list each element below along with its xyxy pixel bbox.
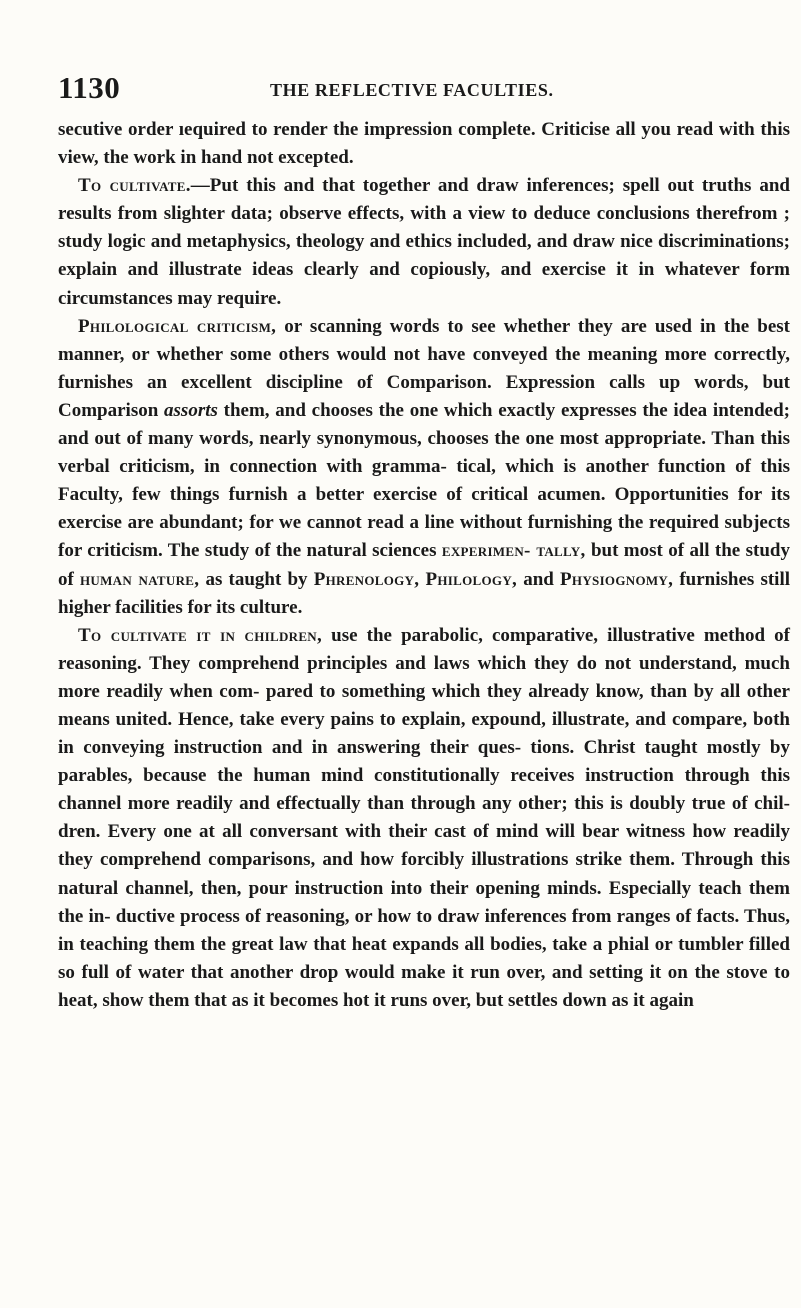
paragraph-text: them, and chooses the one which exactly expresses the idea intended; and out of many words, nearly synonymous, chooses the one most appropriate. Than this verbal criticism, in connection with gramma- tical, which is another function of this Faculty, few things furnish a better exercise of critical acumen. Opportunities for its exercise are abundant; for we cannot read a line without furnishing the required subjects for criticism. The study of the natural sciences bbox=[58, 399, 790, 562]
running-title: THE REFLECTIVE FACULTIES. bbox=[270, 80, 554, 100]
paragraph-text: use the parabolic, comparative, illustrative method of reasoning. They comprehend principles and laws which they do not understand, much more readily when com- pared to something which they already know, than by all other means united. Hence, take every pains to explain, expound, illustrate, and compare, both in conveying instruction and in answering their ques- tions. Christ taught mostly by parables, because the human mind constitutionally receives instruction through this channel more readily and effectually than through any other; this is doubly true of chil- dren. Every one at all conversant with their cast of mind will bear witness how readily they comprehend comparisons, and how forcibly illustrations strike them. Through this natural channel, then, pour instruction into their opening minds. Especially teach them the in- ductive process of reasoning, or how to draw inferences from ranges of facts. Thus, in teaching them the great law that heat expands all bodies, take a phial or tumbler filled so full of water that another drop would make it run over, and setting it on the stove to heat, show them that as it becomes hot it runs over, but settles down as it again bbox=[58, 624, 791, 1011]
running-header bbox=[58, 70, 790, 106]
book-page bbox=[58, 70, 790, 1015]
paragraph-lead: To cultivate. bbox=[78, 175, 191, 197]
paragraph-lead: To cultivate it in children, bbox=[78, 624, 323, 646]
paragraph-text: and bbox=[517, 568, 561, 590]
small-caps-term: experimen- tally, bbox=[441, 540, 586, 562]
paragraph-lead: Philological criticism, bbox=[78, 315, 277, 337]
paragraph-philological-criticism bbox=[58, 313, 790, 622]
paragraph-text: —Put this and that together and draw inferences; spell out truths and results from slighter data; observe effects, with a view to deduce conclusions therefrom ; study logic and metaphysics, theology and ethics included, and draw nice discriminations; explain and illustrate ideas clearly and copiously, and exercise it in whatever form circumstances may require. bbox=[58, 175, 790, 309]
paragraph-text: furnishes still higher facilities for its culture. bbox=[58, 568, 791, 618]
paragraph-continuation bbox=[58, 116, 790, 172]
paragraph-text: as taught by bbox=[199, 568, 314, 590]
paragraph-to-cultivate bbox=[58, 172, 790, 312]
small-caps-term: Phrenology, bbox=[313, 568, 420, 590]
paragraph-text: or scanning words to see whether they are used in the best manner, or whether some others would not have conveyed the meaning more correctly, furnishes an excellent discipline of Comparison. Expression calls up words, but Comparison bbox=[58, 315, 790, 421]
small-caps-term: human nature, bbox=[80, 568, 200, 590]
page-number: 1130 bbox=[58, 70, 121, 105]
italic-term: assorts bbox=[164, 399, 218, 421]
small-caps-term: Physiognomy, bbox=[560, 568, 674, 590]
small-caps-term: Philology, bbox=[425, 568, 518, 590]
body-text bbox=[58, 116, 790, 1015]
paragraph-text: but most of all the study of bbox=[58, 540, 790, 590]
paragraph-cultivate-in-children bbox=[58, 622, 790, 1015]
paragraph-text: secutive order ıequired to render the impression complete. Criticise all you read with this view, the work in hand not excepted. bbox=[58, 119, 790, 169]
